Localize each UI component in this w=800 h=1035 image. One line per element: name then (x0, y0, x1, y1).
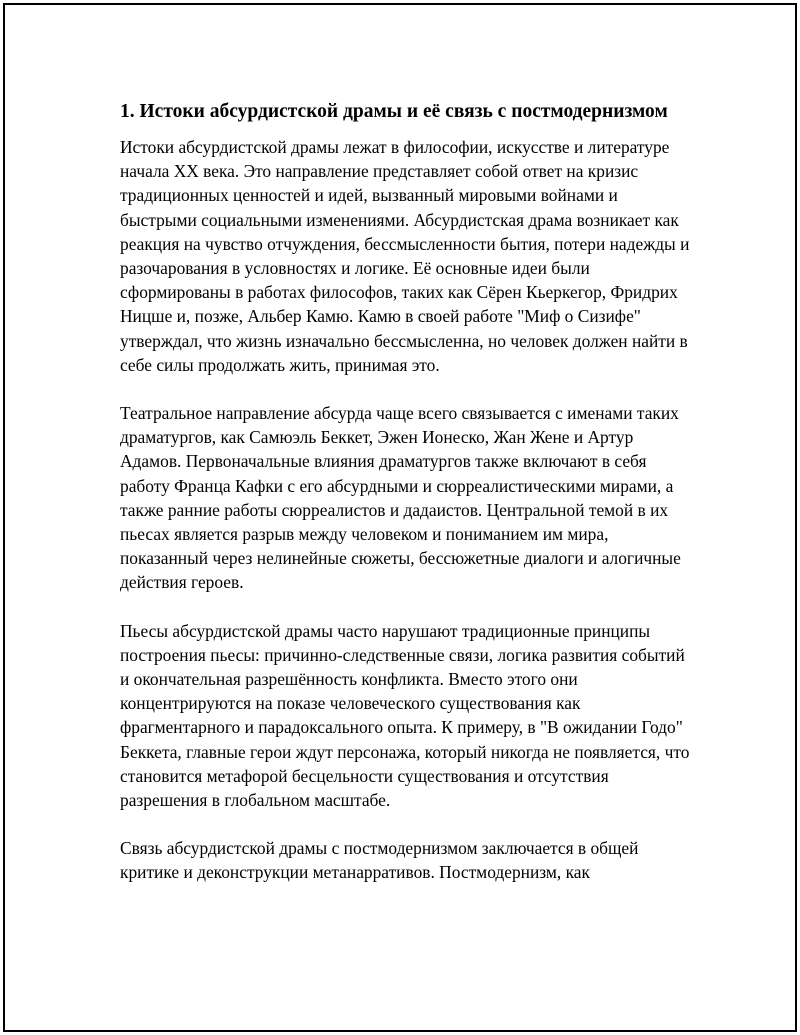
paragraph-playwrights: Театральное направление абсурда чаще всего связывается с именами таких драматургов, как Самюэль Беккет, Эжен Ионеско, Жан Жене и Артур Адамов. Первоначальные влияния драматургов также включают в себя работу Франца Кафки с его абсурдными и сюрреалистическими мирами, а также ранние работы сюрреалистов и дадаистов. Центральной темой в их пьесах является разрыв между человеком и пониманием им мира, показанный через нелинейные сюжеты, бессюжетные диалоги и алогичные действия героев. (120, 403, 681, 593)
paragraph-structure: Пьесы абсурдистской драмы часто нарушают традиционные принципы построения пьесы: причинно-следственные связи, логика развития событий и окончательная разрешённость конфликта. Вместо этого они концентрируются на показе человеческого существования как фрагментарного и парадоксального опыта. К примеру, в "В ожидании Годо" Беккета, главные герои ждут персонажа, который никогда не появляется, что становится метафорой бесцельности существования и отсутствия разрешения в глобальном масштабе. (120, 620, 690, 811)
paragraph-origins: Истоки абсурдистской драмы лежат в философии, искусстве и литературе начала XX века. Это направление представляет собой ответ на кризис традиционных ценностей и идей, вызванный мировыми войнами и быстрыми социальными изменениями. Абсурдистская драма возникает как реакция на чувство отчуждения, бессмысленности бытия, потери надежды и разочарования в условностях и логике. Её основные идеи были сформированы в работах философов, таких как Сёрен Кьеркегор, Фридрих Ницше и, позже, Альбер Камю. Камю в своей работе "Миф о Сизифе" утверждал, что жизнь изначально бессмысленна, но человек должен найти в себе силы продолжать жить, принимая это. (120, 137, 690, 375)
paragraph-postmodernism: Связь абсурдистской драмы с постмодернизмом заключается в общей критике и деконструкции метанарративов. Постмодернизм, как (120, 838, 639, 883)
page-frame (3, 3, 797, 1032)
section-heading: 1. Истоки абсурдистской драмы и её связь с постмодернизмом (120, 101, 668, 122)
document-body (120, 98, 695, 909)
